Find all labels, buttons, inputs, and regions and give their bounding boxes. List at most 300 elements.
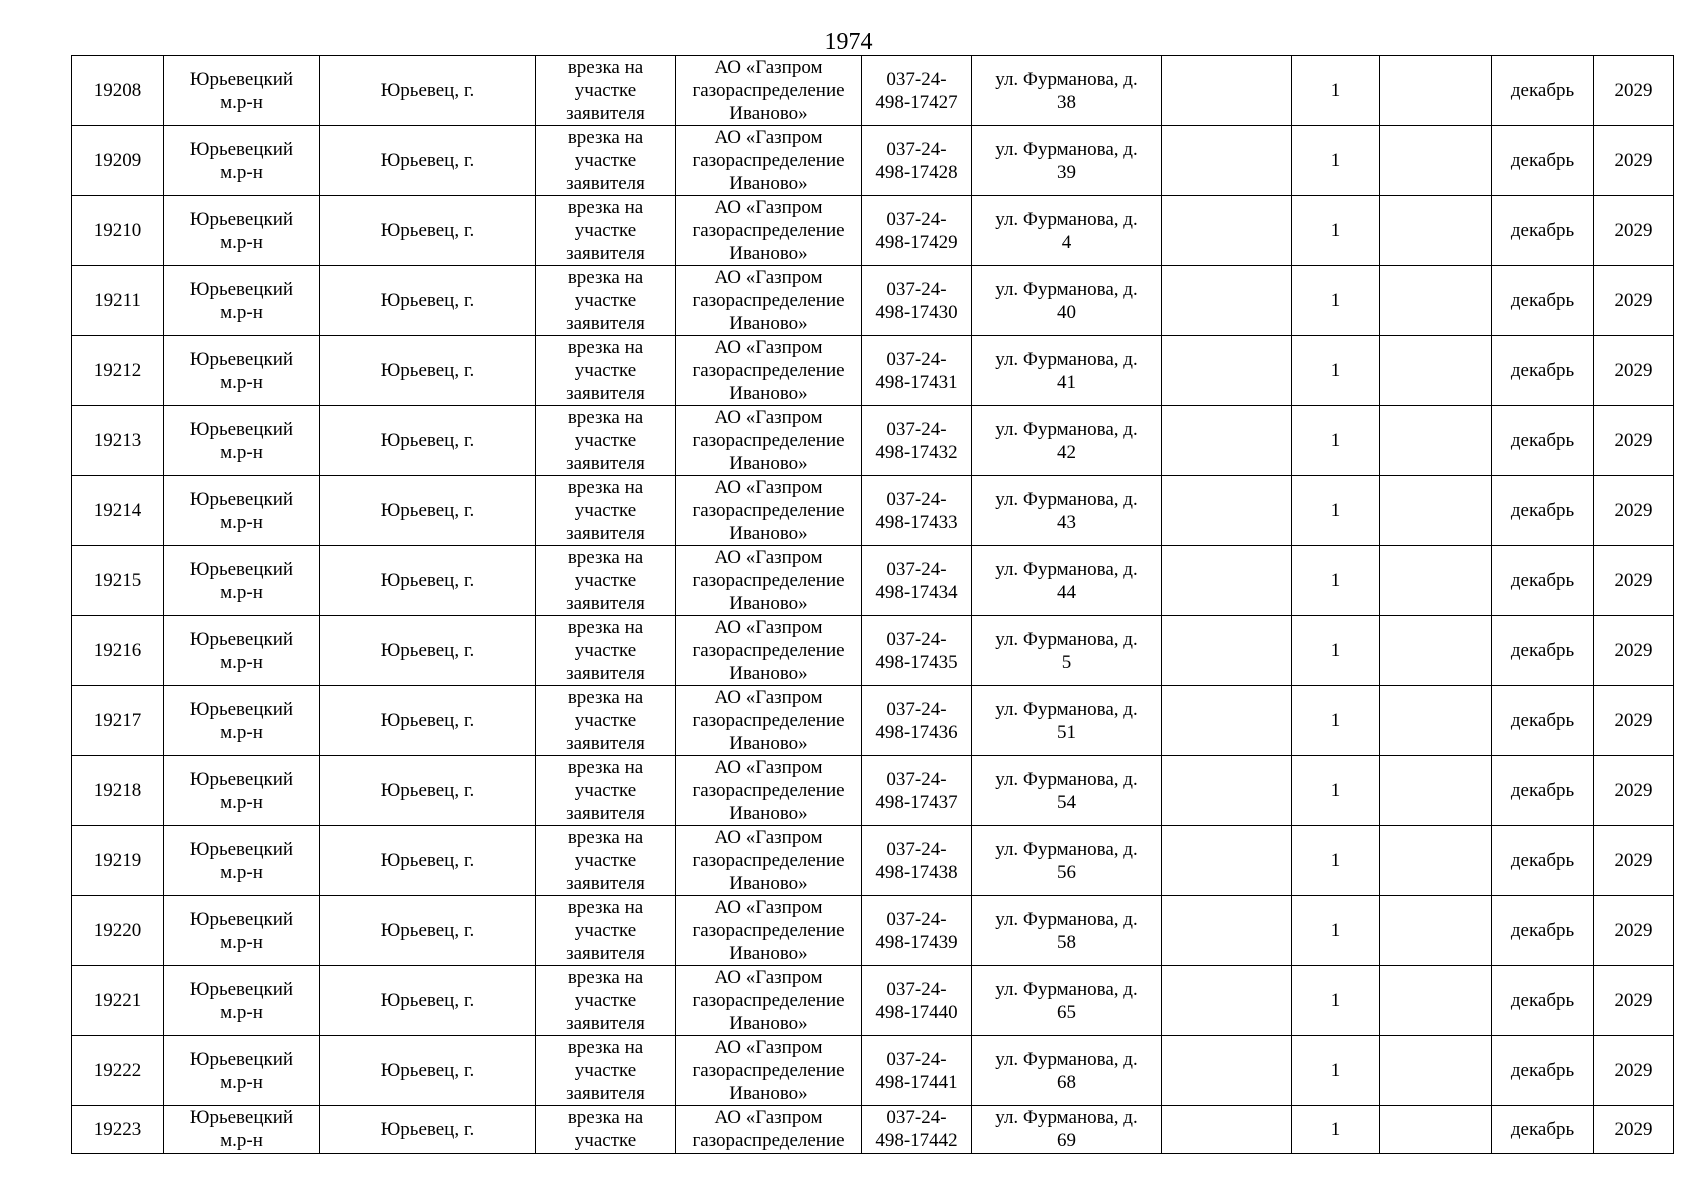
month-cell: декабрь xyxy=(1492,686,1594,756)
district-cell xyxy=(164,826,320,896)
district-cell-line: м.р-н xyxy=(220,721,263,743)
address-cell-line: 40 xyxy=(1057,301,1076,323)
address-cell-line: 68 xyxy=(1057,1071,1076,1093)
month-cell: декабрь xyxy=(1492,896,1594,966)
object-code-cell xyxy=(862,546,972,616)
address-cell xyxy=(972,546,1162,616)
empty-cell xyxy=(1162,196,1292,266)
object-code-cell-line: 037-24- xyxy=(886,488,947,510)
object-code-cell-line: 498-17433 xyxy=(875,511,958,533)
connection-method-cell-line: заявителя xyxy=(566,733,645,754)
object-code-cell-line: 498-17427 xyxy=(875,91,958,113)
connection-method-cell-line: участке xyxy=(574,80,637,101)
address-cell-line: 38 xyxy=(1057,91,1076,113)
address-cell-line: ул. Фурманова, д. xyxy=(995,768,1138,790)
address-cell-line: ул. Фурманова, д. xyxy=(995,908,1138,930)
district-cell-line: м.р-н xyxy=(220,511,263,533)
district-cell-line: м.р-н xyxy=(220,371,263,393)
empty-cell xyxy=(1380,616,1492,686)
gas-organization-cell-line: Иваново» xyxy=(729,523,808,544)
district-cell-line: Юрьевецкий xyxy=(189,208,294,230)
count-cell: 1 xyxy=(1292,56,1380,126)
empty-cell xyxy=(1162,1036,1292,1106)
connection-method-cell-line: врезка на xyxy=(567,1037,644,1058)
district-cell xyxy=(164,1106,320,1154)
object-code-cell xyxy=(862,1106,972,1154)
address-cell xyxy=(972,1106,1162,1154)
address-cell-line: ул. Фурманова, д. xyxy=(995,348,1138,370)
count-cell: 1 xyxy=(1292,896,1380,966)
table-row xyxy=(72,966,1674,1036)
connection-method-cell-line: заявителя xyxy=(566,523,645,544)
gas-organization-cell-line: АО «Газпром xyxy=(714,757,823,778)
district-cell-line: м.р-н xyxy=(220,651,263,673)
gas-organization-cell xyxy=(676,196,862,266)
connection-method-cell-line: заявителя xyxy=(566,803,645,824)
address-cell-line: 5 xyxy=(1061,651,1072,673)
empty-cell xyxy=(1162,896,1292,966)
month-cell: декабрь xyxy=(1492,546,1594,616)
connection-method-cell xyxy=(536,1106,676,1154)
connection-method-cell xyxy=(536,336,676,406)
empty-cell xyxy=(1380,686,1492,756)
gas-organization-cell xyxy=(676,1036,862,1106)
district-cell-line: м.р-н xyxy=(220,301,263,323)
locality-cell: Юрьевец, г. xyxy=(320,336,536,406)
object-code-cell xyxy=(862,406,972,476)
address-cell-line: 54 xyxy=(1057,791,1076,813)
address-cell xyxy=(972,336,1162,406)
object-code-cell xyxy=(862,616,972,686)
district-cell-line: м.р-н xyxy=(220,161,263,183)
address-cell xyxy=(972,266,1162,336)
connection-method-cell-line: участке xyxy=(574,430,637,451)
locality-cell: Юрьевец, г. xyxy=(320,826,536,896)
locality-cell: Юрьевец, г. xyxy=(320,476,536,546)
connection-method-cell xyxy=(536,826,676,896)
address-cell-line: ул. Фурманова, д. xyxy=(995,138,1138,160)
address-cell-line: ул. Фурманова, д. xyxy=(995,418,1138,440)
gas-organization-cell-line: АО «Газпром xyxy=(714,827,823,848)
connection-method-cell-line: заявителя xyxy=(566,243,645,264)
table-row xyxy=(72,196,1674,266)
locality-cell: Юрьевец, г. xyxy=(320,266,536,336)
empty-cell xyxy=(1380,196,1492,266)
table-row xyxy=(72,1106,1674,1154)
locality-cell: Юрьевец, г. xyxy=(320,56,536,126)
connection-method-cell-line: врезка на xyxy=(567,197,644,218)
row-number-cell: 19211 xyxy=(72,266,164,336)
year-cell: 2029 xyxy=(1594,476,1674,546)
empty-cell xyxy=(1380,406,1492,476)
gas-organization-cell-line: газораспределение xyxy=(692,430,845,451)
gas-organization-cell-line: газораспределение xyxy=(692,150,845,171)
district-cell-line: м.р-н xyxy=(220,441,263,463)
gas-organization-cell xyxy=(676,336,862,406)
object-code-cell-line: 037-24- xyxy=(886,628,947,650)
gas-organization-cell-line: Иваново» xyxy=(729,593,808,614)
address-cell xyxy=(972,966,1162,1036)
district-cell-line: Юрьевецкий xyxy=(189,68,294,90)
table-row xyxy=(72,56,1674,126)
year-cell: 2029 xyxy=(1594,826,1674,896)
object-code-cell-line: 498-17434 xyxy=(875,581,958,603)
gas-organization-cell-line: газораспределение xyxy=(692,360,845,381)
count-cell: 1 xyxy=(1292,966,1380,1036)
count-cell: 1 xyxy=(1292,686,1380,756)
connection-method-cell-line: врезка на xyxy=(567,617,644,638)
gas-organization-cell xyxy=(676,476,862,546)
month-cell: декабрь xyxy=(1492,1106,1594,1154)
year-cell: 2029 xyxy=(1594,1106,1674,1154)
locality-cell: Юрьевец, г. xyxy=(320,686,536,756)
address-cell-line: ул. Фурманова, д. xyxy=(995,628,1138,650)
gas-organization-cell-line: газораспределение xyxy=(692,640,845,661)
address-cell-line: ул. Фурманова, д. xyxy=(995,278,1138,300)
table-row xyxy=(72,616,1674,686)
address-cell xyxy=(972,476,1162,546)
connection-method-cell-line: заявителя xyxy=(566,103,645,124)
empty-cell xyxy=(1380,1036,1492,1106)
gas-organization-cell-line: АО «Газпром xyxy=(714,1107,823,1128)
table-row xyxy=(72,406,1674,476)
connection-method-cell-line: участке xyxy=(574,220,637,241)
empty-cell xyxy=(1162,1106,1292,1154)
district-cell-line: Юрьевецкий xyxy=(189,838,294,860)
district-cell xyxy=(164,266,320,336)
object-code-cell xyxy=(862,826,972,896)
empty-cell xyxy=(1162,476,1292,546)
connection-method-cell-line: врезка на xyxy=(567,897,644,918)
empty-cell xyxy=(1162,56,1292,126)
month-cell: декабрь xyxy=(1492,966,1594,1036)
gas-organization-cell xyxy=(676,1106,862,1154)
object-code-cell-line: 037-24- xyxy=(886,768,947,790)
empty-cell xyxy=(1380,1106,1492,1154)
object-code-cell xyxy=(862,196,972,266)
month-cell: декабрь xyxy=(1492,406,1594,476)
object-code-cell-line: 498-17429 xyxy=(875,231,958,253)
address-cell-line: ул. Фурманова, д. xyxy=(995,488,1138,510)
year-cell: 2029 xyxy=(1594,686,1674,756)
district-cell-line: м.р-н xyxy=(220,931,263,953)
address-cell-line: 56 xyxy=(1057,861,1076,883)
address-cell xyxy=(972,196,1162,266)
year-cell: 2029 xyxy=(1594,406,1674,476)
gas-organization-cell-line: Иваново» xyxy=(729,243,808,264)
row-number-cell: 19222 xyxy=(72,1036,164,1106)
locality-cell: Юрьевец, г. xyxy=(320,546,536,616)
month-cell: декабрь xyxy=(1492,1036,1594,1106)
district-cell-line: Юрьевецкий xyxy=(189,488,294,510)
connection-method-cell xyxy=(536,266,676,336)
connection-method-cell-line: врезка на xyxy=(567,687,644,708)
month-cell: декабрь xyxy=(1492,56,1594,126)
connection-method-cell-line: заявителя xyxy=(566,1083,645,1104)
connection-method-cell xyxy=(536,896,676,966)
locality-cell: Юрьевец, г. xyxy=(320,966,536,1036)
connection-method-cell-line: участке xyxy=(574,710,637,731)
locality-cell: Юрьевец, г. xyxy=(320,126,536,196)
district-cell-line: Юрьевецкий xyxy=(189,768,294,790)
object-code-cell-line: 498-17428 xyxy=(875,161,958,183)
registry-table xyxy=(71,55,1674,1154)
empty-cell xyxy=(1162,266,1292,336)
month-cell: декабрь xyxy=(1492,616,1594,686)
address-cell xyxy=(972,616,1162,686)
month-cell: декабрь xyxy=(1492,196,1594,266)
address-cell xyxy=(972,756,1162,826)
month-cell: декабрь xyxy=(1492,826,1594,896)
district-cell xyxy=(164,616,320,686)
row-number-cell: 19218 xyxy=(72,756,164,826)
month-cell: декабрь xyxy=(1492,476,1594,546)
gas-organization-cell-line: АО «Газпром xyxy=(714,407,823,428)
object-code-cell-line: 037-24- xyxy=(886,208,947,230)
address-cell xyxy=(972,826,1162,896)
gas-organization-cell xyxy=(676,56,862,126)
gas-organization-cell-line: Иваново» xyxy=(729,383,808,404)
gas-organization-cell xyxy=(676,126,862,196)
object-code-cell-line: 498-17437 xyxy=(875,791,958,813)
year-cell: 2029 xyxy=(1594,56,1674,126)
object-code-cell-line: 498-17439 xyxy=(875,931,958,953)
object-code-cell-line: 037-24- xyxy=(886,1107,947,1128)
connection-method-cell xyxy=(536,196,676,266)
gas-organization-cell-line: Иваново» xyxy=(729,313,808,334)
gas-organization-cell-line: Иваново» xyxy=(729,663,808,684)
district-cell-line: м.р-н xyxy=(220,91,263,113)
district-cell-line: м.р-н xyxy=(220,861,263,883)
address-cell-line: ул. Фурманова, д. xyxy=(995,838,1138,860)
empty-cell xyxy=(1380,336,1492,406)
address-cell-line: ул. Фурманова, д. xyxy=(995,208,1138,230)
table-row xyxy=(72,476,1674,546)
gas-organization-cell-line: газораспределение xyxy=(692,920,845,941)
district-cell-line: Юрьевецкий xyxy=(189,558,294,580)
gas-organization-cell-line: АО «Газпром xyxy=(714,687,823,708)
connection-method-cell-line: врезка на xyxy=(567,57,644,78)
connection-method-cell-line: врезка на xyxy=(567,477,644,498)
gas-organization-cell xyxy=(676,546,862,616)
object-code-cell xyxy=(862,56,972,126)
year-cell: 2029 xyxy=(1594,126,1674,196)
gas-organization-cell-line: Иваново» xyxy=(729,103,808,124)
gas-organization-cell-line: АО «Газпром xyxy=(714,337,823,358)
table-row xyxy=(72,686,1674,756)
table-row xyxy=(72,546,1674,616)
object-code-cell-line: 037-24- xyxy=(886,138,947,160)
empty-cell xyxy=(1162,966,1292,1036)
address-cell-line: 39 xyxy=(1057,161,1076,183)
connection-method-cell-line: участке xyxy=(574,1130,637,1151)
row-number-cell: 19221 xyxy=(72,966,164,1036)
count-cell: 1 xyxy=(1292,546,1380,616)
table-row xyxy=(72,896,1674,966)
gas-organization-cell-line: газораспределение xyxy=(692,500,845,521)
gas-organization-cell-line: АО «Газпром xyxy=(714,897,823,918)
district-cell xyxy=(164,336,320,406)
gas-organization-cell-line: газораспределение xyxy=(692,710,845,731)
object-code-cell-line: 037-24- xyxy=(886,68,947,90)
gas-organization-cell-line: газораспределение xyxy=(692,1060,845,1081)
object-code-cell xyxy=(862,1036,972,1106)
object-code-cell-line: 037-24- xyxy=(886,1048,947,1070)
empty-cell xyxy=(1380,266,1492,336)
gas-organization-cell-line: АО «Газпром xyxy=(714,267,823,288)
district-cell-line: Юрьевецкий xyxy=(189,278,294,300)
gas-organization-cell-line: Иваново» xyxy=(729,1083,808,1104)
count-cell: 1 xyxy=(1292,476,1380,546)
count-cell: 1 xyxy=(1292,826,1380,896)
connection-method-cell-line: участке xyxy=(574,500,637,521)
district-cell-line: Юрьевецкий xyxy=(189,138,294,160)
district-cell-line: м.р-н xyxy=(220,791,263,813)
object-code-cell xyxy=(862,336,972,406)
connection-method-cell-line: врезка на xyxy=(567,127,644,148)
connection-method-cell-line: участке xyxy=(574,150,637,171)
connection-method-cell-line: участке xyxy=(574,360,637,381)
empty-cell xyxy=(1162,336,1292,406)
year-cell: 2029 xyxy=(1594,966,1674,1036)
connection-method-cell-line: врезка на xyxy=(567,267,644,288)
row-number-cell: 19219 xyxy=(72,826,164,896)
empty-cell xyxy=(1380,56,1492,126)
district-cell xyxy=(164,56,320,126)
object-code-cell-line: 037-24- xyxy=(886,558,947,580)
district-cell-line: м.р-н xyxy=(220,1071,263,1093)
connection-method-cell xyxy=(536,686,676,756)
locality-cell: Юрьевец, г. xyxy=(320,616,536,686)
gas-organization-cell xyxy=(676,406,862,476)
row-number-cell: 19210 xyxy=(72,196,164,266)
connection-method-cell-line: заявителя xyxy=(566,663,645,684)
object-code-cell xyxy=(862,126,972,196)
table-row xyxy=(72,1036,1674,1106)
connection-method-cell-line: врезка на xyxy=(567,337,644,358)
connection-method-cell-line: заявителя xyxy=(566,873,645,894)
address-cell xyxy=(972,56,1162,126)
empty-cell xyxy=(1162,826,1292,896)
gas-organization-cell xyxy=(676,616,862,686)
object-code-cell-line: 037-24- xyxy=(886,908,947,930)
object-code-cell-line: 498-17430 xyxy=(875,301,958,323)
gas-organization-cell-line: Иваново» xyxy=(729,453,808,474)
gas-organization-cell-line: АО «Газпром xyxy=(714,127,823,148)
address-cell-line: 69 xyxy=(1057,1130,1076,1151)
empty-cell xyxy=(1162,616,1292,686)
table-body xyxy=(72,56,1674,1154)
connection-method-cell-line: врезка на xyxy=(567,757,644,778)
district-cell xyxy=(164,966,320,1036)
address-cell-line: 4 xyxy=(1061,231,1072,253)
address-cell xyxy=(972,126,1162,196)
count-cell: 1 xyxy=(1292,616,1380,686)
connection-method-cell-line: участке xyxy=(574,1060,637,1081)
object-code-cell-line: 037-24- xyxy=(886,838,947,860)
object-code-cell-line: 498-17435 xyxy=(875,651,958,673)
count-cell: 1 xyxy=(1292,1036,1380,1106)
locality-cell: Юрьевец, г. xyxy=(320,1036,536,1106)
count-cell: 1 xyxy=(1292,196,1380,266)
row-number-cell: 19220 xyxy=(72,896,164,966)
object-code-cell-line: 498-17436 xyxy=(875,721,958,743)
gas-organization-cell xyxy=(676,826,862,896)
district-cell xyxy=(164,896,320,966)
count-cell: 1 xyxy=(1292,756,1380,826)
empty-cell xyxy=(1380,476,1492,546)
connection-method-cell-line: заявителя xyxy=(566,943,645,964)
table-row xyxy=(72,126,1674,196)
object-code-cell-line: 498-17431 xyxy=(875,371,958,393)
connection-method-cell-line: заявителя xyxy=(566,453,645,474)
gas-organization-cell xyxy=(676,756,862,826)
empty-cell xyxy=(1162,406,1292,476)
address-cell-line: 58 xyxy=(1057,931,1076,953)
address-cell-line: ул. Фурманова, д. xyxy=(995,698,1138,720)
district-cell xyxy=(164,756,320,826)
address-cell xyxy=(972,896,1162,966)
gas-organization-cell-line: Иваново» xyxy=(729,943,808,964)
row-number-cell: 19209 xyxy=(72,126,164,196)
gas-organization-cell-line: газораспределение xyxy=(692,1130,845,1151)
connection-method-cell-line: участке xyxy=(574,570,637,591)
district-cell-line: м.р-н xyxy=(220,1130,263,1151)
registry-table-wrap xyxy=(71,55,1673,1154)
connection-method-cell-line: врезка на xyxy=(567,827,644,848)
table-row xyxy=(72,826,1674,896)
district-cell-line: Юрьевецкий xyxy=(189,908,294,930)
connection-method-cell-line: участке xyxy=(574,850,637,871)
address-cell xyxy=(972,686,1162,756)
count-cell: 1 xyxy=(1292,1106,1380,1154)
year-cell: 2029 xyxy=(1594,546,1674,616)
locality-cell: Юрьевец, г. xyxy=(320,196,536,266)
month-cell: декабрь xyxy=(1492,266,1594,336)
gas-organization-cell-line: газораспределение xyxy=(692,290,845,311)
gas-organization-cell-line: газораспределение xyxy=(692,220,845,241)
gas-organization-cell-line: АО «Газпром xyxy=(714,477,823,498)
year-cell: 2029 xyxy=(1594,896,1674,966)
empty-cell xyxy=(1380,126,1492,196)
address-cell-line: ул. Фурманова, д. xyxy=(995,558,1138,580)
connection-method-cell-line: заявителя xyxy=(566,313,645,334)
district-cell-line: м.р-н xyxy=(220,581,263,603)
address-cell-line: 42 xyxy=(1057,441,1076,463)
district-cell-line: Юрьевецкий xyxy=(189,1107,294,1128)
object-code-cell-line: 498-17438 xyxy=(875,861,958,883)
gas-organization-cell xyxy=(676,266,862,336)
table-row xyxy=(72,756,1674,826)
empty-cell xyxy=(1380,756,1492,826)
row-number-cell: 19208 xyxy=(72,56,164,126)
district-cell xyxy=(164,196,320,266)
gas-organization-cell-line: Иваново» xyxy=(729,733,808,754)
locality-cell: Юрьевец, г. xyxy=(320,896,536,966)
gas-organization-cell-line: АО «Газпром xyxy=(714,547,823,568)
connection-method-cell-line: участке xyxy=(574,920,637,941)
empty-cell xyxy=(1380,896,1492,966)
year-cell: 2029 xyxy=(1594,1036,1674,1106)
district-cell-line: Юрьевецкий xyxy=(189,698,294,720)
object-code-cell xyxy=(862,896,972,966)
count-cell: 1 xyxy=(1292,266,1380,336)
gas-organization-cell-line: Иваново» xyxy=(729,173,808,194)
gas-organization-cell-line: АО «Газпром xyxy=(714,967,823,988)
connection-method-cell xyxy=(536,126,676,196)
gas-organization-cell-line: АО «Газпром xyxy=(714,197,823,218)
count-cell: 1 xyxy=(1292,336,1380,406)
